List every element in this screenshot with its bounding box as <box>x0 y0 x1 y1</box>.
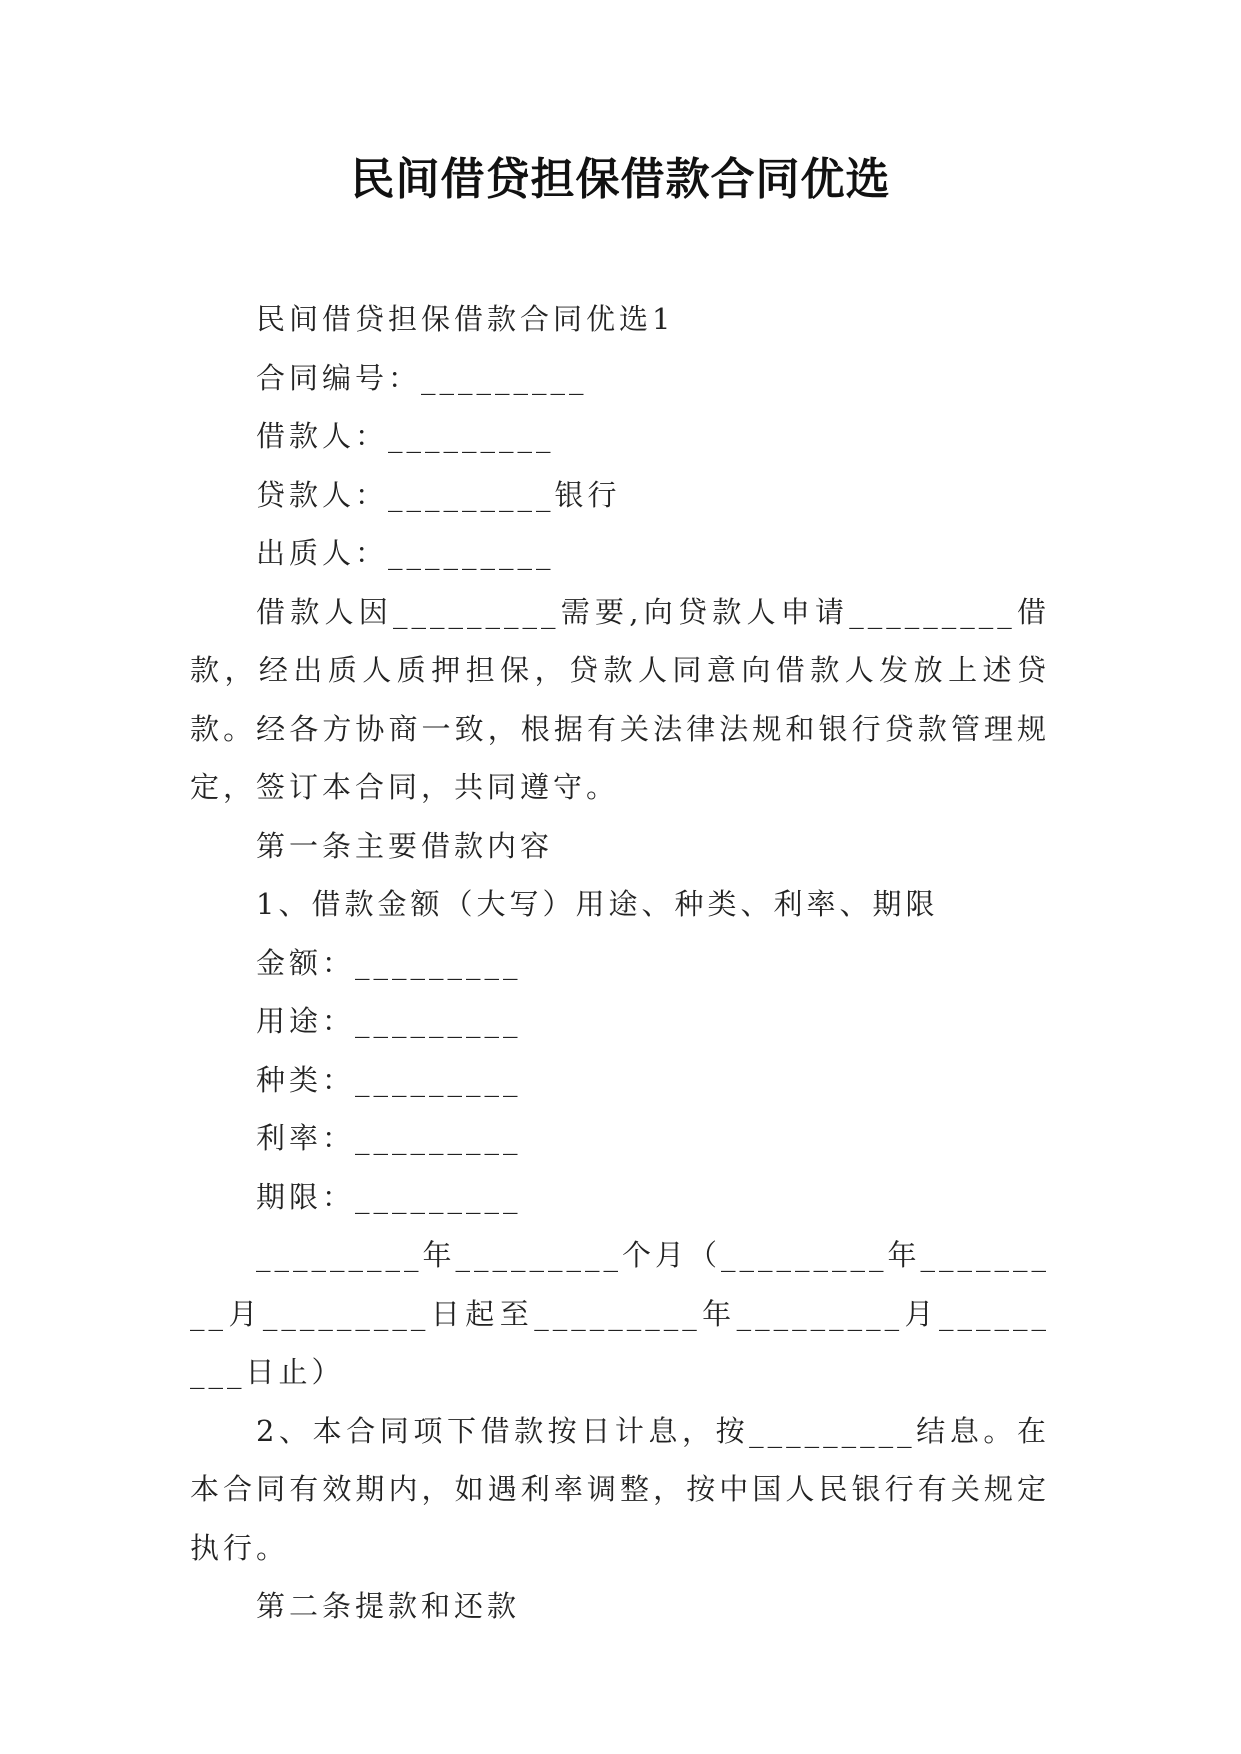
contract-number-line: 合同编号：_________ <box>256 360 588 395</box>
interest-rate-line: 利率：_________ <box>256 1121 522 1155</box>
amount-line: 金额：_________ <box>256 945 522 980</box>
term-dates-paragraph: _________年_________个月（_________年_________月_________日起至_________年_________月_________日止） <box>190 1238 1051 1389</box>
document-title: 民间借贷担保借款合同优选 <box>350 154 891 205</box>
contract-subtitle: 民间借贷担保借款合同优选1 <box>256 302 675 336</box>
lender-line: 贷款人：_________银行 <box>256 477 621 512</box>
term-line: 期限：_________ <box>256 1179 522 1214</box>
article-2-heading: 第二条提款和还款 <box>256 1589 521 1623</box>
type-line: 种类：_________ <box>256 1062 522 1097</box>
document-body <box>190 290 1050 1636</box>
article-1-heading: 第一条主要借款内容 <box>256 828 554 863</box>
preamble-paragraph: 借款人因_________需要,向贷款人申请_________借款，经出质人质押担保，贷款人同意向借款人发放上述贷款。经各方协商一致，根据有关法律法规和银行贷款管理规定，签订本合同，共同遵守。 <box>190 594 1050 804</box>
clause-1-2: 2、本合同项下借款按日计息，按_________结息。在本合同有效期内，如遇利率调整，按中国人民银行有关规定执行。 <box>190 1413 1050 1565</box>
pledgor-line: 出质人：_________ <box>256 536 555 570</box>
borrower-line: 借款人：_________ <box>256 419 555 453</box>
clause-1-1: 1、借款金额（大写）用途、种类、利率、期限 <box>256 887 939 921</box>
purpose-line: 用途：_________ <box>256 1004 522 1038</box>
